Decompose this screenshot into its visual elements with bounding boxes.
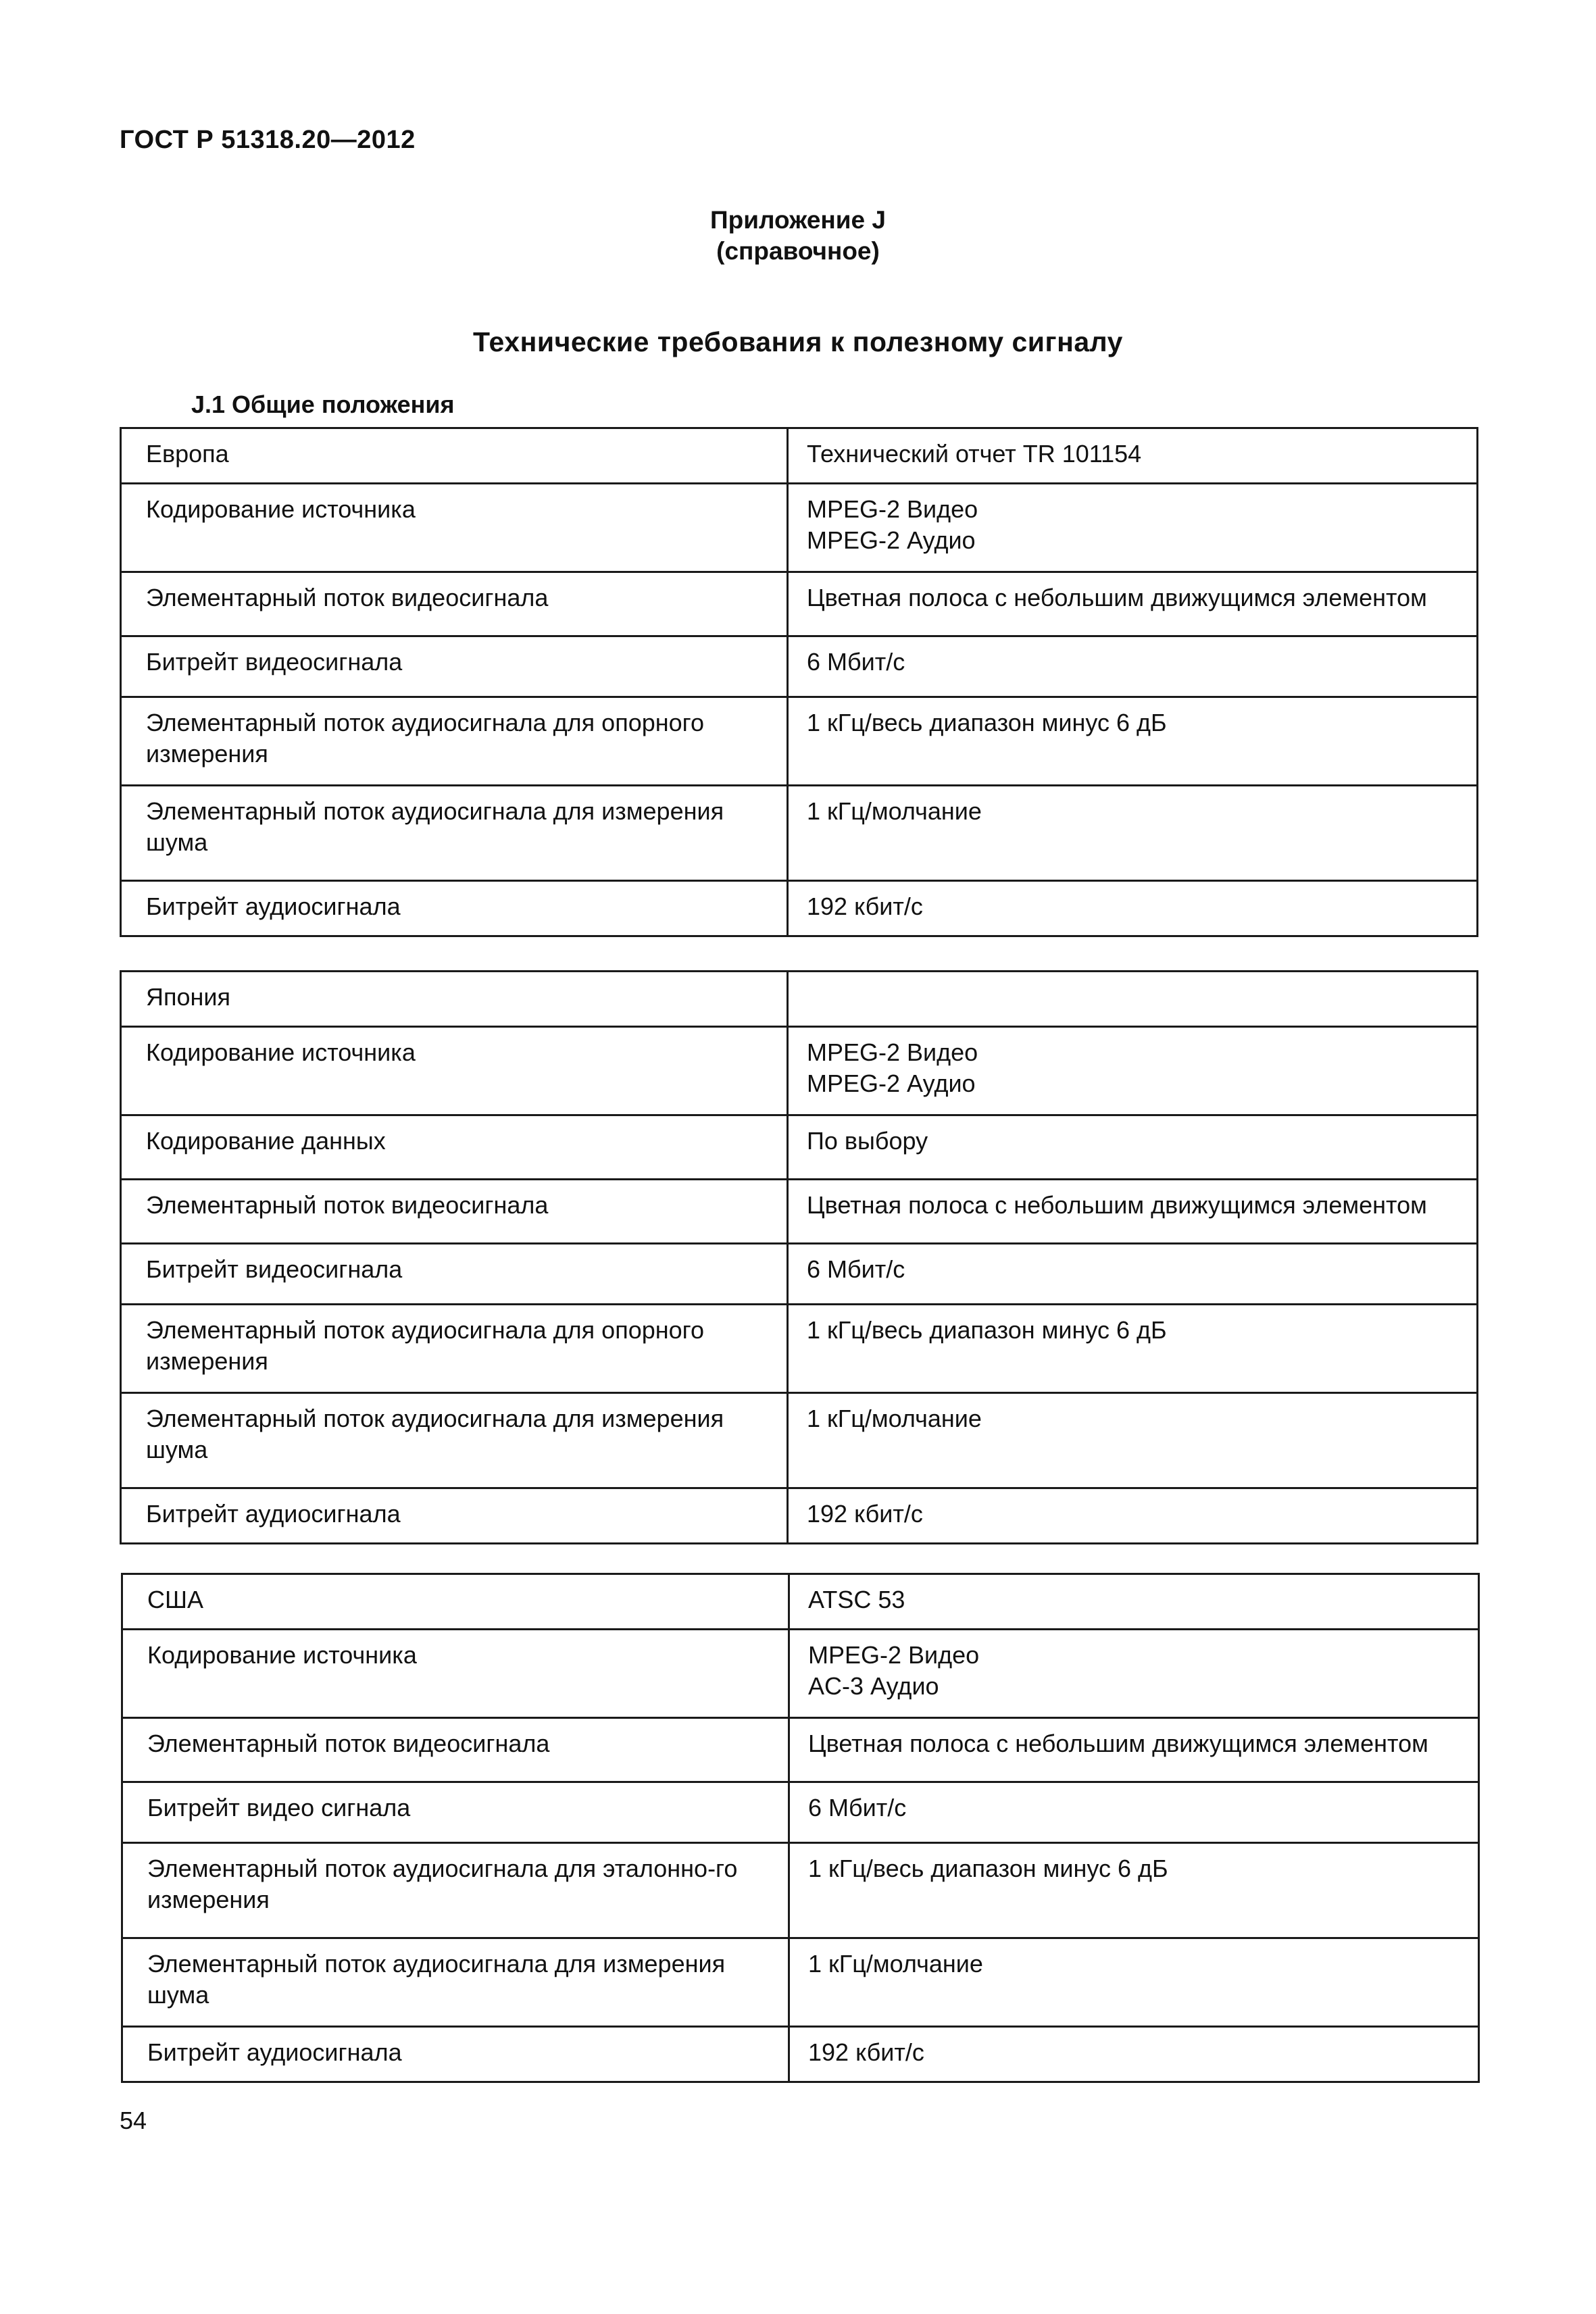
table-row [122,2027,1479,2082]
row-label: Элементарный поток аудиосигнала для измерения шума [121,1393,788,1488]
subsection-title: J.1 Общие положения [191,391,455,418]
table-row [121,1488,1478,1544]
row-value: 1 кГц/весь диапазон минус 6 дБ [788,697,1478,786]
table-row [122,1782,1479,1843]
row-value: MPEG-2 Видео AC-3 Аудио [789,1630,1479,1718]
row-value [788,972,1478,1027]
row-label: Кодирование источника [121,484,788,572]
row-value: 1 кГц/молчание [788,786,1478,881]
row-value: MPEG-2 Видео MPEG-2 Аудио [788,484,1478,572]
row-label: Кодирование источника [122,1630,789,1718]
document-code: ГОСТ Р 51318.20—2012 [120,126,416,154]
spec-table-europe [120,427,1478,937]
table-row [121,428,1478,484]
table-row [121,1115,1478,1180]
row-label: Япония [121,972,788,1027]
table-row [122,1843,1479,1938]
row-label: США [122,1574,789,1630]
row-value: 1 кГц/весь диапазон минус 6 дБ [789,1843,1479,1938]
row-value: По выбору [788,1115,1478,1180]
page-number: 54 [120,2107,147,2134]
table-row [122,1718,1479,1782]
spec-table-japan [120,970,1478,1544]
row-value: Цветная полоса с небольшим движущимся элементом [788,1180,1478,1244]
row-label: Битрейт аудиосигнала [122,2027,789,2082]
row-label: Элементарный поток видеосигнала [122,1718,789,1782]
row-label: Элементарный поток видеосигнала [121,1180,788,1244]
table-row [121,697,1478,786]
row-label: Европа [121,428,788,484]
row-label: Битрейт видеосигнала [121,636,788,697]
row-label: Кодирование данных [121,1115,788,1180]
row-value: 6 Мбит/с [789,1782,1479,1843]
row-label: Битрейт видео сигнала [122,1782,789,1843]
row-value: Цветная полоса с небольшим движущимся элементом [788,572,1478,636]
table-row [122,1938,1479,2027]
annex-heading [0,205,1596,267]
row-value: 6 Мбит/с [788,636,1478,697]
row-label: Элементарный поток аудиосигнала для эталонно-го измерения [122,1843,789,1938]
row-label: Элементарный поток аудиосигнала для измерения шума [121,786,788,881]
table-row [121,1027,1478,1115]
row-value: 1 кГц/весь диапазон минус 6 дБ [788,1305,1478,1393]
row-label: Битрейт видеосигнала [121,1244,788,1305]
table-row [121,1180,1478,1244]
row-label: Битрейт аудиосигнала [121,881,788,936]
table-row [121,972,1478,1027]
row-value: 192 кбит/с [788,1488,1478,1544]
row-value: Технический отчет TR 101154 [788,428,1478,484]
row-value: 1 кГц/молчание [788,1393,1478,1488]
row-label: Элементарный поток аудиосигнала для опорного измерения [121,697,788,786]
table-row [121,636,1478,697]
row-label: Элементарный поток аудиосигнала для опорного измерения [121,1305,788,1393]
table-row [121,1305,1478,1393]
row-label: Элементарный поток аудиосигнала для измерения шума [122,1938,789,2027]
section-title: Технические требования к полезному сигналу [473,326,1123,357]
table-row [121,1393,1478,1488]
spec-table-usa [121,1573,1480,2083]
table-row [122,1574,1479,1630]
table-row [121,484,1478,572]
row-value: 1 кГц/молчание [789,1938,1479,2027]
row-label: Элементарный поток видеосигнала [121,572,788,636]
table-row [122,1630,1479,1718]
table-row [121,572,1478,636]
row-value: MPEG-2 Видео MPEG-2 Аудио [788,1027,1478,1115]
row-value: 6 Мбит/с [788,1244,1478,1305]
row-value: 192 кбит/с [789,2027,1479,2082]
table-row [121,1244,1478,1305]
table-row [121,786,1478,881]
row-value: 192 кбит/с [788,881,1478,936]
annex-label: Приложение J [710,206,886,234]
row-value: Цветная полоса с небольшим движущимся элементом [789,1718,1479,1782]
row-value: ATSC 53 [789,1574,1479,1630]
table-row [121,881,1478,936]
row-label: Кодирование источника [121,1027,788,1115]
annex-type: (справочное) [716,237,880,265]
row-label: Битрейт аудиосигнала [121,1488,788,1544]
